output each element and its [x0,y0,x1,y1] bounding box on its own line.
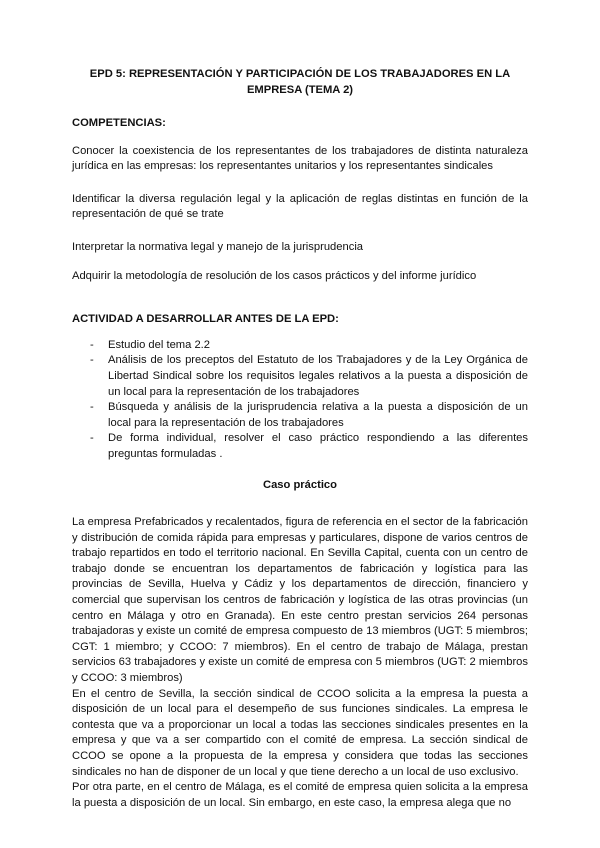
competencia-item: Conocer la coexistencia de los representantes de los trabajadores de distinta naturaleza jurídica en las empresas: los representantes unitarios y los representantes sindicales [72,144,528,173]
list-item: - Estudio del tema 2.2 [72,338,528,354]
competencia-item: Adquirir la metodología de resolución de los casos prácticos y del informe jurídico [72,269,477,282]
list-item: - De forma individual, resolver el caso práctico respondiendo a las diferentes preguntas formuladas . [72,431,528,462]
actividad-list [72,338,528,463]
list-item: - Búsqueda y análisis de la jurisprudencia relativa a la puesta a disposición de un local para la representación de los trabajadores [72,400,528,431]
caso-heading: Caso práctico [263,478,337,491]
actividad-heading: ACTIVIDAD A DESARROLLAR ANTES DE LA EPD: [72,313,339,326]
competencias-heading: COMPETENCIAS: [72,117,166,129]
document-page [72,66,528,811]
competencia-item: Identificar la diversa regulación legal y la aplicación de reglas distintas en función de la representación de qué se trate [72,192,528,221]
caso-paragraph: En el centro de Sevilla, la sección sindical de CCOO solicita a la empresa la puesta a disposición de un local para el desempeño de sus funciones sindicales. La empresa le contesta que va a proporcionar un local a todas las secciones sindicales presentes en la empresa y que va a ser compartido con el comité de empresa. La sección sindical de CCOO se opone a la propuesta de la empresa y considera que todas las secciones sindicales no han de disponer de un local y que tiene derecho a un local de uso exclusivo. [72,687,528,778]
list-item: - Análisis de los preceptos del Estatuto de los Trabajadores y de la Ley Orgánica de Libertad Sindical sobre los requisitos legales relativos a la puesta a disposición de un local para la representación de los trabajadores [72,353,528,400]
caso-paragraph: Por otra parte, en el centro de Málaga, es el comité de empresa quien solicita a la empresa la puesta a disposición de un local. Sin embargo, en este caso, la empresa alega que no [72,781,528,809]
caso-paragraph: La empresa Prefabricados y recalentados, figura de referencia en el sector de la fabricación y distribución de comida rápida para empresas y particulares, dispone de varios centros de trabajo repartidos en todo el territorio nacional. En Sevilla Capital, cuenta con un centro de trabajo donde se encuentran los departamentos de fabricación y logística para las provincias de Sevilla, Huelva y Cádiz y los departamentos de dirección, financiero y comercial que supervisan los centros de fabricación y logística de las otras provincias (un centro en Málaga y otro en Granada). En este centro prestan servicios 264 personas trabajadoras y existe un comité de empresa compuesto de 13 miembros (UGT: 5 miembros; CGT: 1 miembro; y CCOO: 7 miembros). En el centro de trabajo de Málaga, prestan servicios 63 trabajadores y existe un comité de empresa con 5 miembros (UGT: 2 miembros y CCOO: 3 miembros) [72,516,528,685]
document-title: EPD 5: REPRESENTACIÓN Y PARTICIPACIÓN DE LOS TRABAJADORES EN LA EMPRESA (TEMA 2) [89,68,511,96]
competencia-item: Interpretar la normativa legal y manejo de la jurisprudencia [72,240,364,253]
